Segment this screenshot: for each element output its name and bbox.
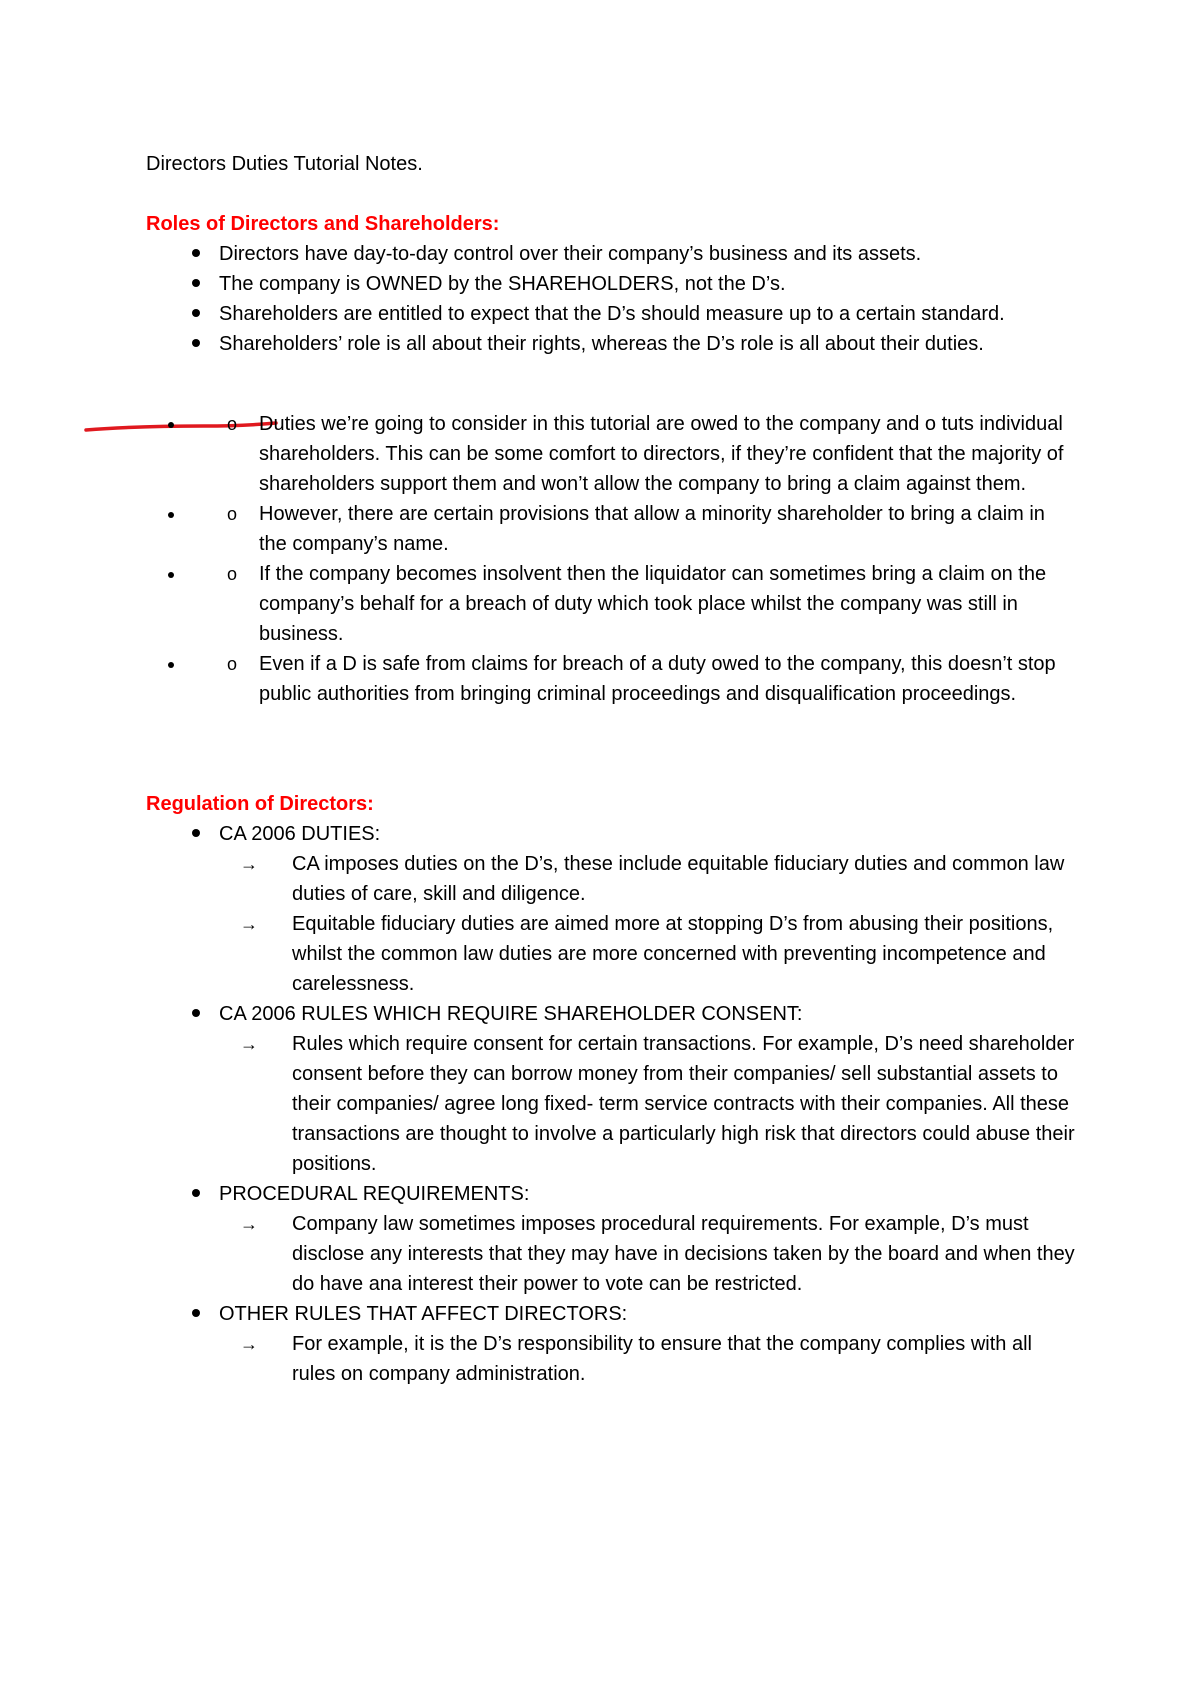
arrow-list xyxy=(146,1209,1076,1299)
list-item: → Rules which require consent for certain transactions. For example, D’s need shareholder consent before they can borrow money from their companies/ sell substantial assets to their companies/ agree long fixed- term service contracts with their companies. All these transactions are thought to involve a particularly high risk that directors could abuse their positions. xyxy=(146,1029,1076,1179)
list-item: • o Duties we’re going to consider in this tutorial are owed to the company and o tuts individual shareholders. This can be some comfort to directors, if they’re confident that the majority of shareholders support them and won’t allow the company to bring a claim against them. xyxy=(186,409,1076,499)
list-item: → CA imposes duties on the D’s, these include equitable fiduciary duties and common law duties of care, skill and diligence. xyxy=(146,849,1076,909)
list-item: The company is OWNED by the SHAREHOLDERS, not the D’s. xyxy=(146,269,1076,299)
bullet-icon xyxy=(186,239,206,269)
arrow-list xyxy=(146,849,1076,999)
list-item: → Company law sometimes imposes procedural requirements. For example, D’s must disclose any interests that they may have in decisions taken by the board and when they do have ana interest their power to vote can be restricted. xyxy=(146,1209,1076,1299)
bullet-icon xyxy=(186,819,206,849)
list-item: → Equitable fiduciary duties are aimed more at stopping D’s from abusing their positions, whilst the common law duties are more concerned with preventing incompetence and carelessness. xyxy=(146,909,1076,999)
arrow-list xyxy=(146,1029,1076,1179)
bullet-icon xyxy=(186,299,206,329)
bullet-icon xyxy=(186,329,206,359)
regulation-bullet-list xyxy=(146,819,1076,1389)
list-item: Shareholders’ role is all about their rights, whereas the D’s role is all about their duties. xyxy=(146,329,1076,359)
list-item: Directors have day-to-day control over their company’s business and its assets. xyxy=(146,239,1076,269)
circle-bullet-icon: • o xyxy=(226,504,237,524)
list-item: • o However, there are certain provisions that allow a minority shareholder to bring a claim in the company’s name. xyxy=(186,499,1076,559)
circle-bullet-icon: • o xyxy=(226,654,237,674)
list-item: • o If the company becomes insolvent then the liquidator can sometimes bring a claim on the company’s behalf for a breach of duty which took place whilst the company was still in business. xyxy=(186,559,1076,649)
roles-bullet-list xyxy=(146,239,1076,359)
list-item: Shareholders are entitled to expect that the D’s should measure up to a certain standard. xyxy=(146,299,1076,329)
arrow-right-icon: → xyxy=(240,854,258,874)
bullet-icon xyxy=(186,1179,206,1209)
list-item: → For example, it is the D’s responsibility to ensure that the company complies with all rules on company administration. xyxy=(146,1329,1076,1389)
bullet-icon xyxy=(186,1299,206,1329)
list-item: CA 2006 DUTIES: → CA imposes duties on the D’s, these include equitable fiduciary duties and common law duties of care, skill and diligence. → Equitable fiduciary duties are aimed more at stopping D’s from abusing their positions, whilst the common law duties are more concerned with preventing incompetence and carelessness. xyxy=(146,819,1076,999)
list-item: OTHER RULES THAT AFFECT DIRECTORS: → For example, it is the D’s responsibility to ensure that the company complies with all rules on company administration. xyxy=(146,1299,1076,1389)
bullet-icon xyxy=(186,269,206,299)
circle-bullet-icon: • o xyxy=(226,414,237,434)
arrow-right-icon: → xyxy=(240,914,258,934)
list-item: • o Even if a D is safe from claims for breach of a duty owed to the company, this doesn’t stop public authorities from bringing criminal proceedings and disqualification proceedings. xyxy=(186,649,1076,709)
document-title: Directors Duties Tutorial Notes. xyxy=(146,153,423,175)
circle-bullet-icon: • o xyxy=(226,564,237,584)
arrow-right-icon: → xyxy=(240,1034,258,1054)
bullet-icon xyxy=(186,999,206,1029)
section-heading-roles: Roles of Directors and Shareholders: xyxy=(146,213,500,235)
section-heading-regulation: Regulation of Directors: xyxy=(146,793,374,815)
list-item: CA 2006 RULES WHICH REQUIRE SHAREHOLDER CONSENT: → Rules which require consent for certain transactions. For example, D’s need shareholder consent before they can borrow money from their companies/ sell substantial assets to their companies/ agree long fixed- term service contracts with their companies. All these transactions are thought to involve a particularly high risk that directors could abuse their positions. xyxy=(146,999,1076,1179)
roles-sub-bullet-list xyxy=(146,409,1076,709)
arrow-list xyxy=(146,1329,1076,1389)
document-body xyxy=(146,149,1076,1389)
list-item: PROCEDURAL REQUIREMENTS: → Company law sometimes imposes procedural requirements. For example, D’s must disclose any interests that they may have in decisions taken by the board and when they do have ana interest their power to vote can be restricted. xyxy=(146,1179,1076,1299)
arrow-right-icon: → xyxy=(240,1334,258,1354)
arrow-right-icon: → xyxy=(240,1214,258,1234)
